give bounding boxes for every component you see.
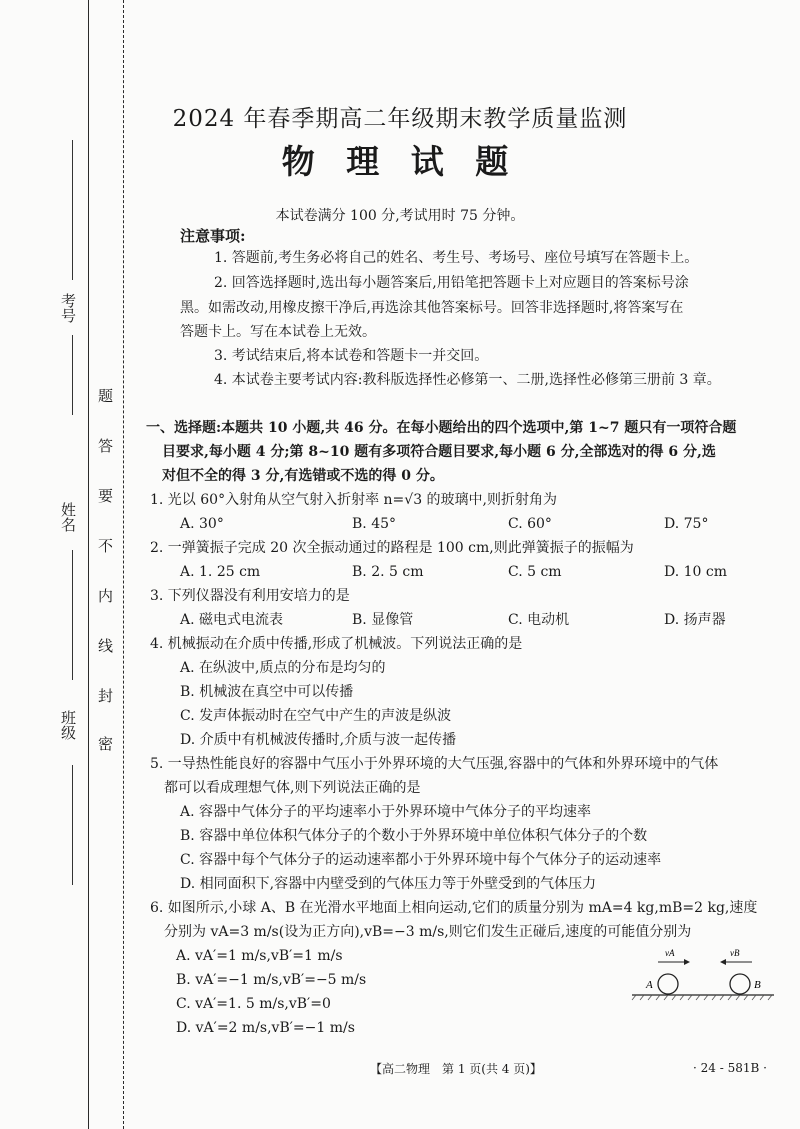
seal-char: 题: [96, 388, 114, 403]
ground-hatch: [632, 995, 772, 1000]
option-a: A. 在纵波中,质点的分布是均匀的: [180, 660, 386, 676]
option-d: D. 75°: [664, 516, 709, 532]
question-stem: 2. 一弹簧振子完成 20 次全振动通过的路程是 100 cm,则此弹簧振子的振幅为: [150, 540, 634, 556]
question-stem: 都可以看成理想气体,则下列说法正确的是: [164, 780, 421, 796]
option-b: B. 显像管: [352, 612, 414, 628]
option-c: C. 容器中每个气体分子的运动速率都小于外界环境中每个气体分子的运动速率: [180, 852, 662, 868]
exam-number-underline2: [72, 335, 73, 415]
option-a: A. 1. 25 cm: [180, 564, 261, 580]
option-b: B. vA′=−1 m/s,vB′=−5 m/s: [176, 972, 367, 988]
paper-code: · 24 - 581B ·: [693, 1061, 767, 1075]
seal-char: 答: [96, 438, 114, 453]
seal-char: 线: [96, 638, 114, 653]
subject-title: 物 理 试 题: [281, 142, 519, 181]
question-stem: 5. 一导热性能良好的容器中气压小于外界环境的大气压强,容器中的气体和外界环境中的气体: [150, 756, 719, 772]
seal-char: 封: [96, 688, 114, 703]
velocity-arrow-a: [658, 959, 690, 965]
name-underline: [72, 550, 73, 680]
name-label: 姓名: [59, 502, 77, 532]
class-label: 班级: [59, 710, 77, 740]
seal-char: 密: [96, 736, 114, 751]
notice-item: 3. 考试结束后,将本试卷和答题卡一并交回。: [214, 348, 489, 364]
notice-item: 2. 回答选择题时,选出每小题答案后,用铅笔把答题卡上对应题目的答案标号涂: [214, 275, 689, 291]
option-d: D. vA′=2 m/s,vB′=−1 m/s: [176, 1020, 355, 1036]
question-stem: 分别为 vA=3 m/s(设为正方向),vB=−3 m/s,则它们发生正碰后,速度的可能值分别为: [164, 924, 692, 940]
option-d: D. 扬声器: [664, 612, 726, 628]
option-b: B. 容器中单位体积气体分子的个数小于外界环境中单位体积气体分子的个数: [180, 828, 648, 844]
option-c: C. vA′=1. 5 m/s,vB′=0: [176, 996, 331, 1012]
question-stem: 3. 下列仪器没有利用安培力的是: [150, 588, 350, 604]
option-a: A. 磁电式电流表: [180, 612, 284, 628]
ball-a-label: A: [646, 979, 653, 991]
notice-heading: 注意事项:: [180, 227, 246, 245]
ball-a: [658, 974, 678, 994]
notice-item: 1. 答题前,考生务必将自己的姓名、考生号、考场号、座位号填写在答题卡上。: [214, 250, 699, 266]
notice-item: 4. 本试卷主要考试内容:教科版选择性必修第一、二册,选择性必修第三册前 3 章。: [214, 372, 721, 388]
exam-title: 2024 年春季期高二年级期末教学质量监测: [172, 106, 628, 132]
option-d: D. 相同面积下,容器中内壁受到的气体压力等于外壁受到的气体压力: [180, 876, 597, 892]
option-b: B. 机械波在真空中可以传播: [180, 684, 354, 700]
vb-label: vB: [730, 948, 740, 958]
page-footer: 【高二物理 第 1 页(共 4 页)】: [370, 1062, 542, 1076]
exam-number-label: 考号: [59, 293, 77, 323]
ball-b-label: B: [754, 979, 761, 991]
option-c: C. 电动机: [508, 612, 570, 628]
option-c: C. 60°: [508, 516, 552, 532]
seal-char: 内: [96, 588, 114, 603]
notice-item: 黑。如需改动,用橡皮擦干净后,再选涂其他答案标号。回答非选择题时,将答案写在: [180, 300, 684, 316]
question-stem: 4. 机械振动在介质中传播,形成了机械波。下列说法正确的是: [150, 636, 523, 652]
option-d: D. 介质中有机械波传播时,介质与波一起传播: [180, 732, 457, 748]
option-c: C. 发声体振动时在空气中产生的声波是纵波: [180, 708, 452, 724]
section-heading: 目要求,每小题 4 分;第 8~10 题有多项符合题目要求,每小题 6 分,全部选对的得 6 分,选: [162, 444, 716, 460]
option-b: B. 2. 5 cm: [352, 564, 424, 580]
ball-b: [730, 974, 750, 994]
class-underline: [72, 765, 73, 885]
section-heading: 一、选择题:本题共 10 小题,共 46 分。在每小题给出的四个选项中,第 1~7 题只有一项符合题: [146, 420, 737, 436]
option-b: B. 45°: [352, 516, 397, 532]
section-heading: 对但不全的得 3 分,有选错或不选的得 0 分。: [162, 468, 444, 484]
seal-char: 要: [96, 488, 114, 503]
question-stem: 6. 如图所示,小球 A、B 在光滑水平地面上相向运动,它们的质量分别为 mA=4 kg,mB=2 kg,速度: [150, 900, 758, 916]
option-d: D. 10 cm: [664, 564, 728, 580]
collision-figure: [628, 944, 778, 1014]
velocity-arrow-b: [720, 959, 752, 965]
option-a: A. vA′=1 m/s,vB′=1 m/s: [176, 948, 343, 964]
option-c: C. 5 cm: [508, 564, 562, 580]
option-a: A. 容器中气体分子的平均速率小于外界环境中气体分子的平均速率: [180, 804, 592, 820]
notice-item: 答题卡上。写在本试卷上无效。: [180, 324, 376, 340]
option-a: A. 30°: [180, 516, 224, 532]
question-stem: 1. 光以 60°入射角从空气射入折射率 n=√3 的玻璃中,则折射角为: [150, 492, 557, 508]
exam-info: 本试卷满分 100 分,考试用时 75 分钟。: [275, 208, 525, 224]
seal-char: 不: [96, 538, 114, 553]
va-label: vA: [665, 948, 675, 958]
